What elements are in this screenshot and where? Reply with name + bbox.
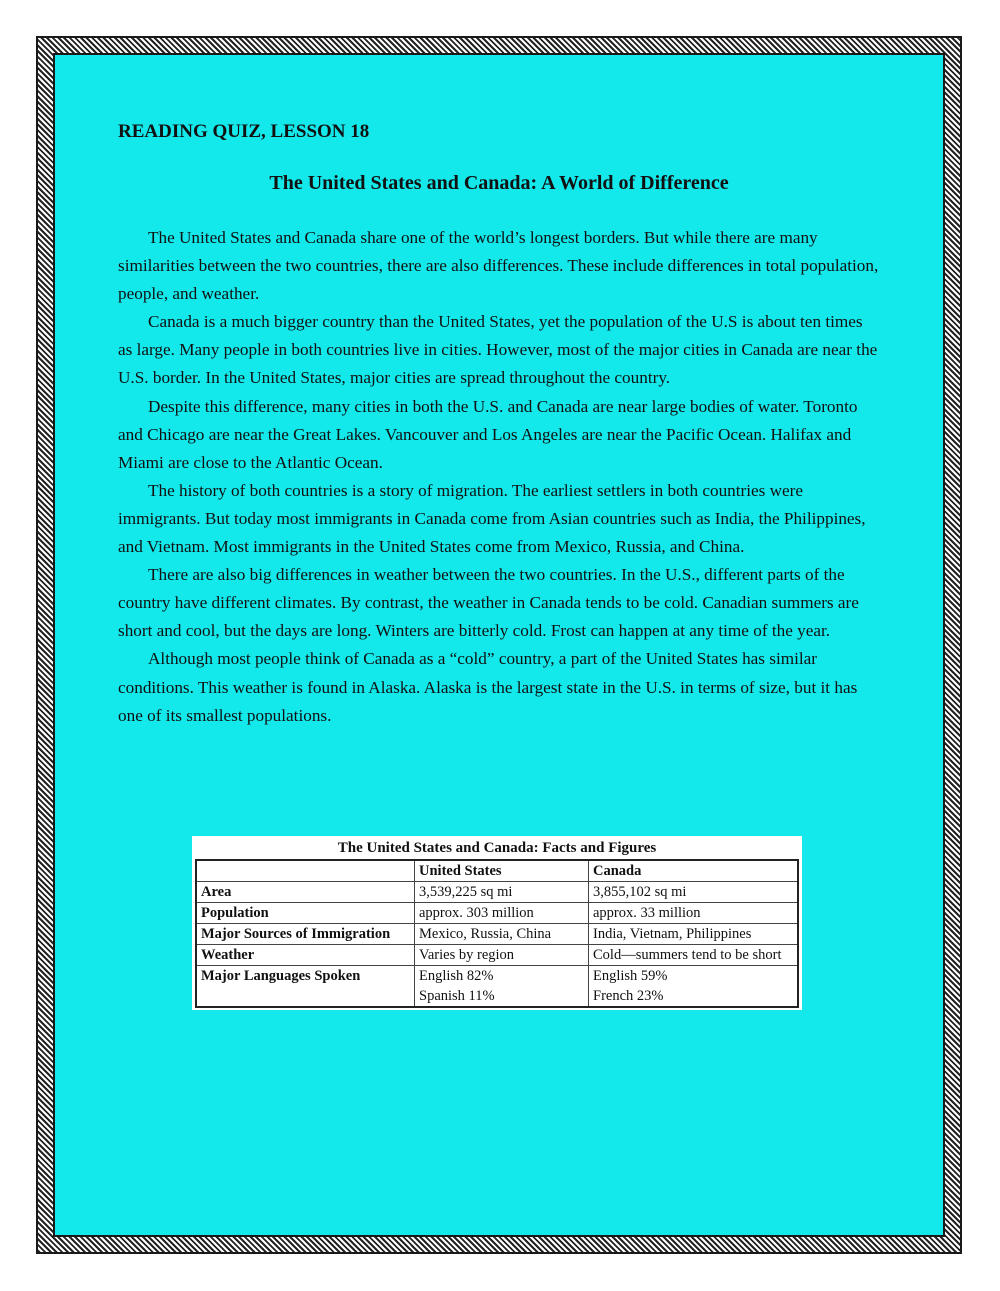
language-entry: Spanish 11% xyxy=(419,988,495,1004)
row-label: Population xyxy=(196,903,415,924)
table-cell: Varies by region xyxy=(415,945,589,966)
table-cell: 3,539,225 sq mi xyxy=(415,882,589,903)
facts-table xyxy=(195,859,799,1008)
paragraph: Although most people think of Canada as a “cold” country, a part of the United States has similar conditions. This weather is found in Alaska. Alaska is the largest state in the U.S. in terms of size, but it has one of its smallest populations. xyxy=(118,649,858,725)
row-label: Major Languages Spoken xyxy=(196,966,415,1008)
table-row xyxy=(196,903,798,924)
table-cell: Cold—summers tend to be short xyxy=(589,945,799,966)
table-header-row xyxy=(196,860,798,882)
table-cell: approx. 33 million xyxy=(589,903,799,924)
table-cell: India, Vietnam, Philippines xyxy=(589,924,799,945)
table-cell xyxy=(589,966,799,1008)
table-row xyxy=(196,945,798,966)
article-body xyxy=(118,224,880,730)
language-entry: English 82% xyxy=(419,968,494,984)
language-entry: English 59% xyxy=(593,968,668,984)
paragraph: The United States and Canada share one of the world’s longest borders. But while there are many similarities between the two countries, there are also differences. These include differences in total population, people, and weather. xyxy=(118,228,879,304)
table-header-cell xyxy=(196,860,415,882)
paragraph: Canada is a much bigger country than the United States, yet the population of the U.S is about ten times as large. Many people in both countries live in cities. However, most of the major cities in Canada are near the U.S. border. In the United States, major cities are spread throughout the country. xyxy=(118,312,878,388)
worksheet-page xyxy=(38,38,960,1252)
table-cell xyxy=(415,966,589,1008)
quiz-title: READING QUIZ, LESSON 18 xyxy=(118,121,370,142)
table-header-cell: United States xyxy=(415,860,589,882)
table-header-cell: Canada xyxy=(589,860,799,882)
table-cell: approx. 303 million xyxy=(415,903,589,924)
row-label: Weather xyxy=(196,945,415,966)
language-entry: French 23% xyxy=(593,988,664,1004)
table-row xyxy=(196,966,798,1008)
paragraph: Despite this difference, many cities in both the U.S. and Canada are near large bodies of water. Toronto and Chicago are near the Great Lakes. Vancouver and Los Angeles are near the Pacific Ocean. Halifax and Miami are close to the Atlantic Ocean. xyxy=(118,396,858,472)
paragraph: The history of both countries is a story of migration. The earliest settlers in both countries were immigrants. But today most immigrants in Canada come from Asian countries such as India, the Philippines, and Vietnam. Most immigrants in the United States come from Mexico, Russia, and China. xyxy=(118,480,866,557)
table-row xyxy=(196,882,798,903)
article-title: The United States and Canada: A World of Difference xyxy=(269,172,729,194)
table-cell: 3,855,102 sq mi xyxy=(589,882,799,903)
table-caption: The United States and Canada: Facts and Figures xyxy=(337,840,657,856)
row-label: Major Sources of Immigration xyxy=(196,924,415,945)
paragraph: There are also big differences in weather between the two countries. In the U.S., different parts of the country have different climates. By contrast, the weather in Canada tends to be cold. Canadian summers are short and cool, but the days are long. Winters are bitterly cold. Frost can happen at any time of the year. xyxy=(118,565,859,641)
facts-table-figure xyxy=(192,836,802,1010)
table-cell: Mexico, Russia, China xyxy=(415,924,589,945)
table-row xyxy=(196,924,798,945)
row-label: Area xyxy=(196,882,415,903)
